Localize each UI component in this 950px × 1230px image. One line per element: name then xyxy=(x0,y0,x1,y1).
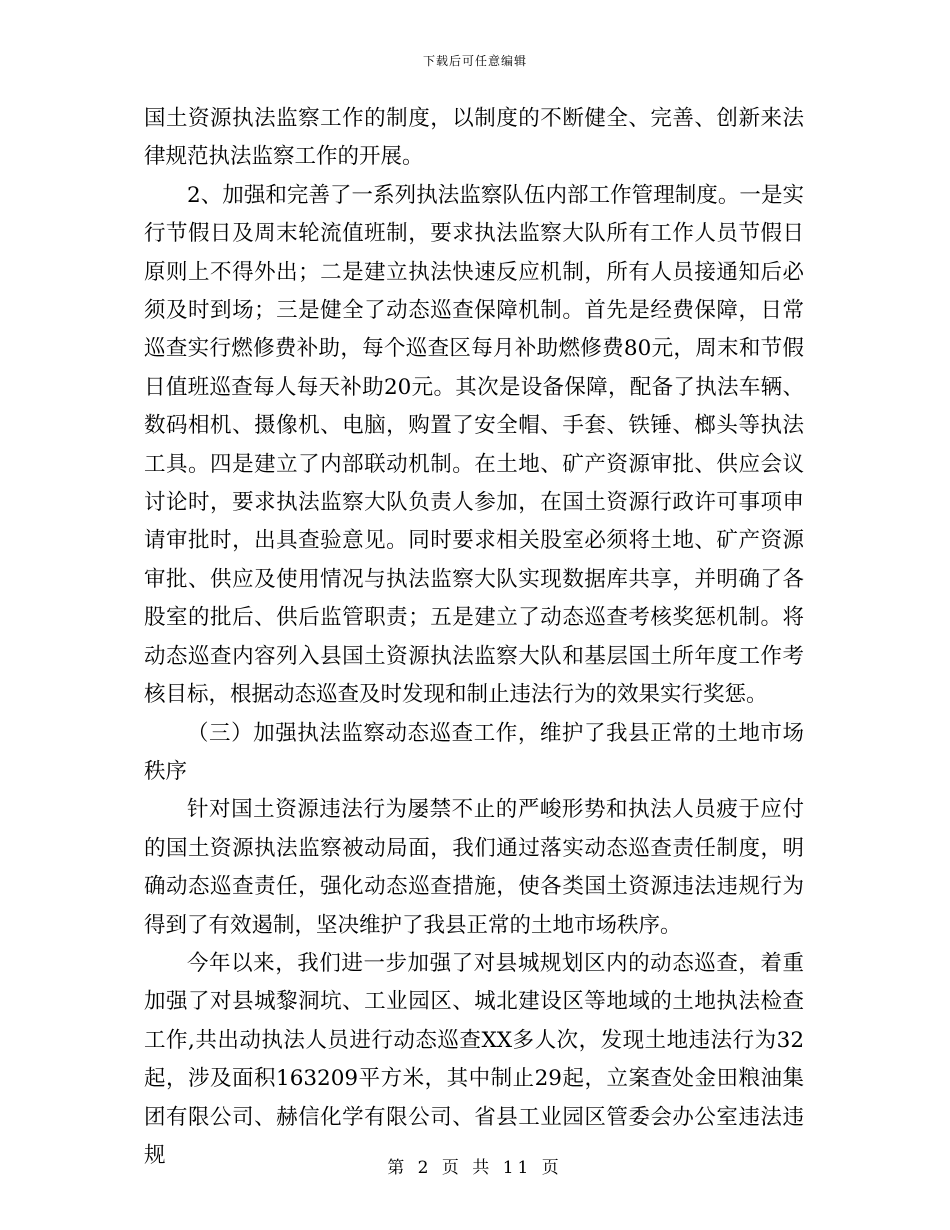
paragraph-patrol-responsibility: 针对国土资源违法行为屡禁不止的严峻形势和执法人员疲于应付的国土资源执法监察被动局面，我们通过落实动态巡查责任制度，明确动态巡查责任，强化动态巡查措施，使各类国土资源违法违规行为得到了有效遏制，坚决维护了我县正常的土地市场秩序。 xyxy=(144,797,804,938)
document-body xyxy=(144,100,804,1175)
paragraph-continuation: 国土资源执法监察工作的制度，以制度的不断健全、完善、创新来法律规范执法监察工作的开展。 xyxy=(144,106,804,170)
paragraph-management-system: 2、加强和完善了一系列执法监察队伍内部工作管理制度。一是实行节假日及周末轮流值班制，要求执法监察大队所有工作人员节假日原则上不得外出；二是建立执法快速反应机制，所有人员接通知后必须及时到场；三是健全了动态巡查保障机制。首先是经费保障，日常巡查实行燃修费补助，每个巡查区每月补助燃修费80元，周末和节假日值班巡查每人每天补助20元。其次是设备保障，配备了执法车辆、数码相机、摄像机、电脑，购置了安全帽、手套、铁锤、榔头等执法工具。四是建立了内部联动机制。在土地、矿产资源审批、供应会议讨论时，要求执法监察大队负责人参加，在国土资源行政许可事项申请审批时，出具查验意见。同时要求相关股室必须将土地、矿产资源审批、供应及使用情况与执法监察大队实现数据库共享，并明确了各股室的批后、供后监管职责；五是建立了动态巡查考核奖惩机制。将动态巡查内容列入县国土资源执法监察大队和基层国土所年度工作考核目标，根据动态巡查及时发现和制止违法行为的效果实行奖惩。 xyxy=(144,182,804,708)
paragraph-patrol-results: 今年以来，我们进一步加强了对县城规划区内的动态巡查，着重加强了对县城黎洞坑、工业园区、城北建设区等地域的土地执法检查工作,共出动执法人员进行动态巡查XX多人次，发现土地违法行为32起，涉及面积163209平方米，其中制止29起，立案查处金田粮油集团有限公司、赫信化学有限公司、省县工业园区管委会办公室违法违规 xyxy=(144,950,804,1168)
page-header: 下载后可任意编辑 xyxy=(422,54,527,68)
page-footer: 第 2 页 共 11 页 xyxy=(387,1158,563,1178)
section-heading: （三）加强执法监察动态巡查工作，维护了我县正常的土地市场秩序 xyxy=(144,720,804,784)
